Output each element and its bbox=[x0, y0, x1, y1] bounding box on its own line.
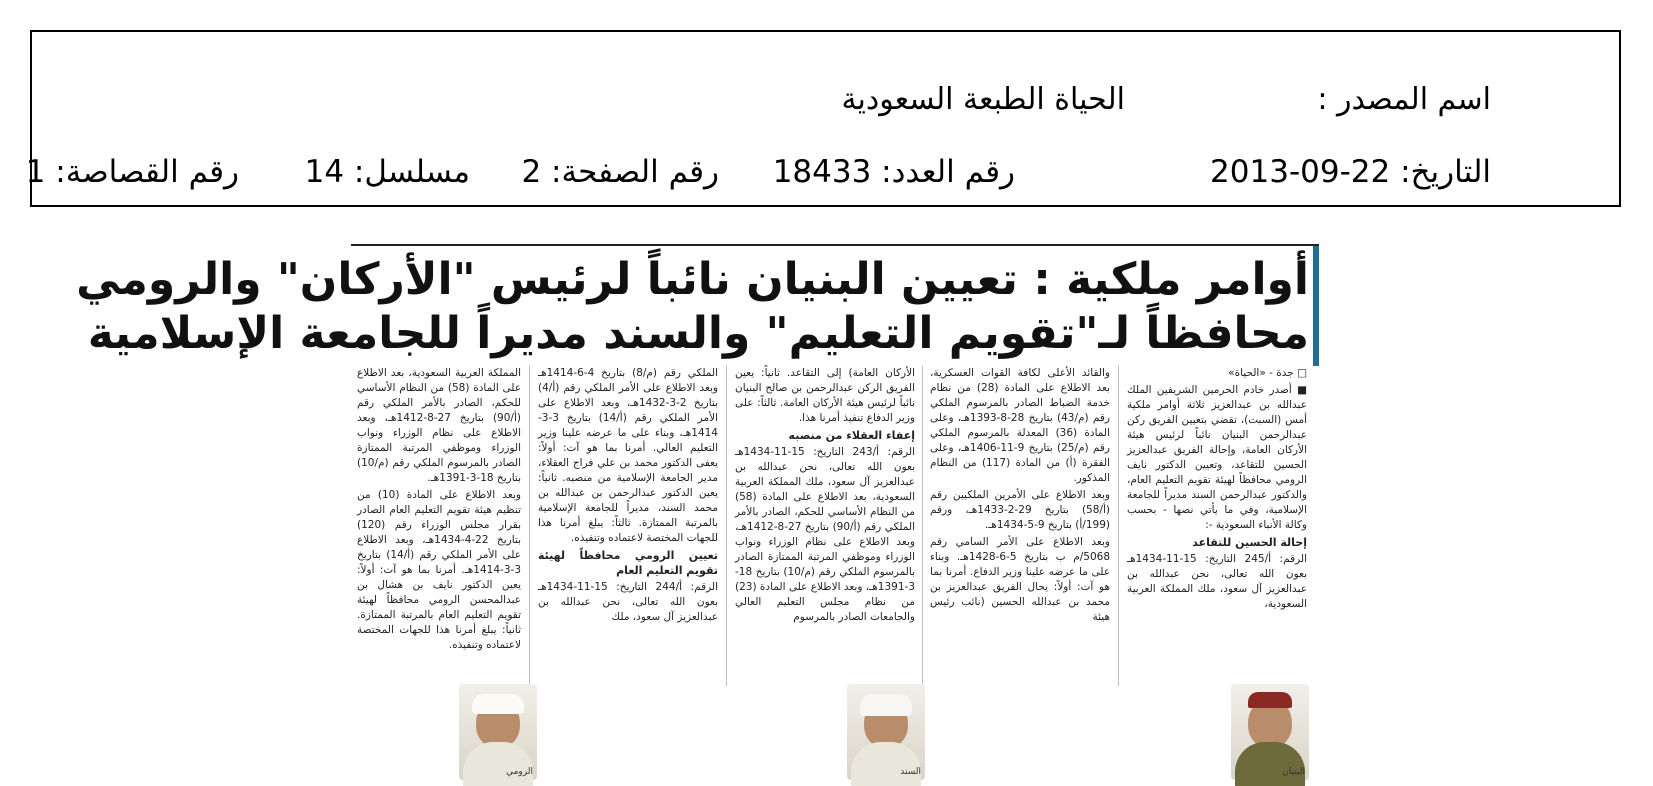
date-field: التاريخ: 22-09-2013 bbox=[1210, 154, 1491, 190]
paragraph: الأركان العامة) إلى التقاعد. ثانياً: يعين الفريق الركن عبدالرحمن بن صالح البنيان نائباً لرئيس هيئة الأركان العامة. ثالثاً: على وزير الدفاع تنفيذ أمرنا هذا. bbox=[735, 367, 915, 424]
subheading: إعفاء العقلاء من منصبه bbox=[788, 429, 915, 442]
clipping-number-field: رقم القصاصة: 1 bbox=[25, 154, 239, 190]
paragraph: وبعد الاطلاع على الأمر السامي رقم 5068/م ب بتاريخ 5-6-1428هـ. وبناء على ما عرضه علينا وزير الدفاع. أمرنا بما هو آت: أولاً: يحال الفريق عبدالعزيز بن محمد بن عبدالله الحسين (نائب رئيس هيئة bbox=[930, 536, 1111, 623]
headline-line-1: أوامر ملكية : تعيين البنيان نائباً لرئيس "الأركان" والرومي bbox=[76, 254, 1309, 305]
paragraph: المملكة العربية السعودية، بعد الاطلاع على المادة (58) من النظام الأساسي للحكم، الصادر بالأمر الملكي رقم (أ/90) بتاريخ 27-8-1412هـ، وبعد الاطلاع على نظام الوزراء ونواب الوزراء وموظفي المرتبة الممتازة الصادر بالمرسوم الملكي رقم (م/10) بتاريخ 18-3-1391هـ. bbox=[357, 367, 522, 484]
column-divider bbox=[726, 366, 727, 686]
subheading: إحالة الحسين للتقاعد bbox=[1192, 536, 1307, 549]
portrait-body bbox=[463, 742, 533, 786]
newspaper-clipping bbox=[76, 244, 1319, 777]
article-column-3 bbox=[735, 366, 915, 686]
portrait-head bbox=[476, 698, 520, 748]
paragraph: الرقم: أ/245 التاريخ: 15-11-1434هـ بعون الله تعالى، نحن عبدالله بن عبدالعزيز آل سعود، ملك المملكة العربية السعودية، bbox=[1127, 553, 1308, 610]
accent-bar bbox=[1313, 246, 1319, 366]
article-column-2 bbox=[930, 366, 1110, 686]
paragraph: والقائد الأعلى لكافة القوات العسكرية، بعد الاطلاع على المادة (28) من نظام خدمة الضباط الصادر بالمرسوم الملكي رقم (م/43) بتاريخ 28-8-1393هـ، وعلى المادة (36) المعدلة بالمرسوم الملكي رقم (م/25) بتاريخ 9-11-1406هـ، وعلى الفقرة (أ) من المادة (117) من النظام المذكور. bbox=[930, 367, 1111, 484]
column-divider bbox=[1118, 366, 1119, 686]
portrait-head bbox=[864, 698, 908, 748]
subheading: تعيين الرومي محافظاً لهيئة تقويم التعليم العام bbox=[538, 549, 718, 577]
page-number-field: رقم الصفحة: 2 bbox=[521, 154, 719, 190]
photo-caption: السند bbox=[900, 767, 921, 777]
photo-caption: البنيان bbox=[1282, 767, 1305, 777]
dateline: □ جدة - «الحياة» bbox=[1228, 367, 1307, 379]
article-columns bbox=[351, 366, 1319, 777]
source-label: اسم المصدر : bbox=[1317, 82, 1491, 117]
column-divider bbox=[529, 366, 530, 686]
top-rule bbox=[351, 244, 1319, 246]
paragraph: الملكي رقم (م/8) بتاريخ 4-6-1414هـ وبعد الاطلاع على الأمر الملكي رقم (أ/4) بتاريخ 2-3-1432هـ، وبعد الاطلاع على الأمر الملكي رقم (أ/14) بتاريخ 3-3-1414هـ، وبناء على ما عرضه علينا وزير التعليم العالي. أمرنا بما هو آت: أولاً: يعفى الدكتور محمد بن علي فراج العقلاء، مدير الجامعة الإسلامية من منصبه. ثانياً: يعين الدكتور عبدالرحمن بن عبدالله بن محمد السند، مديراً للجامعة الإسلامية بالمرتبة الممتازة. ثالثاً: يبلغ أمرنا هذا للجهات المختصة لاعتماده وتنفيذه. bbox=[538, 367, 718, 544]
source-value: الحياة الطبعة السعودية bbox=[841, 82, 1125, 117]
portrait-body bbox=[1235, 742, 1305, 786]
paragraph: وبعد الاطلاع على الأمرين الملكيين رقم (أ/58) بتاريخ 29-2-1433هـ، ورقم (199/أ) بتاريخ 9-5-1434هـ. bbox=[930, 489, 1110, 531]
lead-paragraph: ■ أصدر خادم الحرمين الشريفين الملك عبدالله بن عبدالعزيز ثلاثة أوامر ملكية أمس (السبت)، تقضي بتعيين الفريق ركن عبدالرحمن البنيان نائباً لرئيس هيئة الأركان العامة، وإحالة الفريق عبدالعزيز الحسين للتقاعد، وتعيين الدكتور نايف الرومي محافظاً لهيئة تقويم التعليم العام، والدكتور عبدالرحمن السند مديراً للجامعة الإسلامية، وفي ما يأتي نصها - بحسب وكالة الأنباء السعودية -: bbox=[1127, 384, 1307, 531]
photo-caption: الرومي bbox=[506, 767, 533, 777]
column-divider bbox=[922, 366, 923, 686]
serial-field: مسلسل: 14 bbox=[304, 154, 470, 190]
portrait-head bbox=[1248, 698, 1292, 748]
paragraph: الرقم: أ/243 التاريخ: 15-11-1434هـ بعون الله تعالى، نحن عبدالله بن عبدالعزيز آل سعود، ملك المملكة العربية السعودية، بعد الاطلاع على المادة (58) من النظام الأساسي للحكم، الصادر بالأمر الملكي رقم (أ/90) بتاريخ 27-8-1412هـ، وبعد الاطلاع على نظام الوزراء ونواب الوزراء وموظفي المرتبة الممتازة الصادر بالمرسوم الملكي رقم (م/10) بتاريخ 18-3-1391هـ، وبعد الاطلاع على المادة (23) من نظام مجلس التعليم العالي والجامعات الصادر بالمرسوم bbox=[735, 446, 916, 623]
paragraph: وبعد الاطلاع على المادة (10) من تنظيم هيئة تقويم التعليم العام الصادر بقرار مجلس الوزراء رقم (120) بتاريخ 22-4-1434هـ، وبعد الاطلاع على الأمر الملكي رقم (أ/14) بتاريخ 3-3-1414هـ. أمرنا بما هو آت: أولاً: يعين الدكتور نايف بن هشال بن عبدالمحسن الرومي محافظاً لهيئة تقويم التعليم العام بالمرتبة الممتازة. ثانياً: يبلغ أمرنا هذا للجهات المختصة لاعتماده وتنفيذه. bbox=[357, 489, 521, 651]
portrait-photo bbox=[1231, 684, 1309, 780]
paragraph: الرقم: أ/244 التاريخ: 15-11-1434هـ بعون الله تعالى، نحن عبدالله بن عبدالعزيز آل سعود، ملك bbox=[538, 581, 719, 623]
portrait-body bbox=[851, 742, 921, 786]
portrait-photo bbox=[847, 684, 925, 780]
portrait-photo bbox=[459, 684, 537, 780]
article-column-1 bbox=[1127, 366, 1307, 686]
issue-number-field: رقم العدد: 18433 bbox=[772, 154, 1015, 190]
headline-line-2: محافظاً لـ"تقويم التعليم" والسند مديراً للجامعة الإسلامية bbox=[87, 308, 1309, 359]
source-metadata-box bbox=[25, 30, 1621, 207]
article-column-4 bbox=[538, 366, 718, 686]
article-column-5 bbox=[357, 366, 521, 686]
